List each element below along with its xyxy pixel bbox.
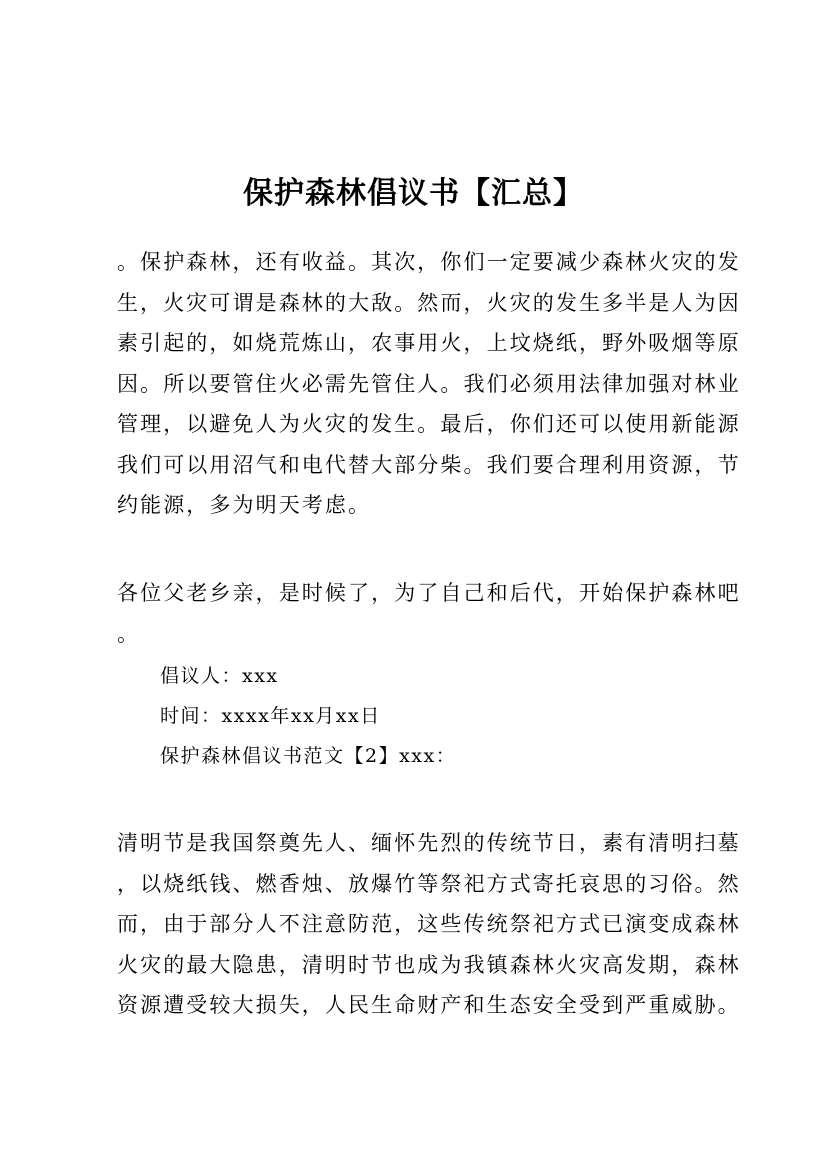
- initiator-line: 倡议人：xxx: [160, 665, 279, 687]
- text-line: 。保护森林，还有收益。其次，你们一定要减少森林火灾的发: [117, 250, 741, 274]
- paragraph-2: [117, 573, 741, 654]
- next-section-title: 保护森林倡议书范文【2】xxx：: [160, 745, 457, 767]
- text-line: 素引起的，如烧荒炼山，农事用火，上坟烧纸，野外吸烟等原: [117, 331, 741, 355]
- text-line: 管理，以避免人为火灾的发生。最后，你们还可以使用新能源: [117, 412, 741, 436]
- text-line: 我们可以用沼气和电代替大部分柴。我们要合理利用资源，节: [117, 452, 741, 477]
- signature-block: [160, 656, 456, 776]
- paragraph-3: [117, 823, 741, 1026]
- document-title: 保护森林倡议书【汇总】: [243, 176, 584, 212]
- date-line: 时间：xxxx年xx月xx日: [160, 705, 381, 727]
- text-line: 。: [117, 621, 141, 646]
- text-line: ，以烧纸钱、燃香烛、放爆竹等祭祀方式寄托哀思的习俗。然: [117, 871, 741, 896]
- text-line: 火灾的最大隐患，清明时节也成为我镇森林火灾高发期，森林: [117, 952, 741, 977]
- text-line: 清明节是我国祭奠先人、缅怀先烈的传统节日，素有清明扫墓: [117, 831, 741, 855]
- text-line: 约能源，多为明天考虑。: [117, 493, 372, 517]
- text-line: 资源遭受较大损失，人民生命财产和生态安全受到严重威胁。: [117, 993, 741, 1017]
- text-line: 各位父老乡亲，是时候了，为了自己和后代，开始保护森林吧: [117, 581, 741, 605]
- paragraph-1: [117, 242, 741, 526]
- text-line: 因。所以要管住火必需先管住人。我们必须用法律加强对林业: [117, 371, 741, 396]
- text-line: 而，由于部分人不注意防范，这些传统祭祀方式已演变成森林: [117, 912, 741, 936]
- text-line: 生，火灾可谓是森林的大敌。然而，火灾的发生多半是人为因: [117, 290, 741, 315]
